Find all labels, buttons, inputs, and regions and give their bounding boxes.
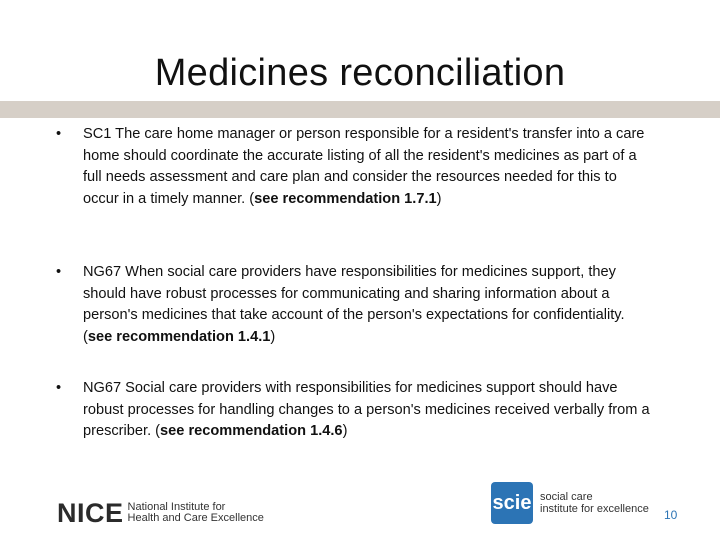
- bullet-dot: •: [56, 380, 62, 396]
- recommendation-ref: see recommendation 1.4.6: [160, 423, 343, 439]
- bullet-item: [56, 124, 656, 210]
- bullet-tail: ): [342, 423, 348, 439]
- bullet-tail: ): [436, 190, 442, 207]
- bullet-tail: ): [270, 328, 276, 345]
- recommendation-ref: see recommendation 1.7.1: [254, 190, 437, 207]
- page-number: 10: [664, 508, 678, 522]
- bullet-text: NG67 Social care providers with responsibilities for medicines support should have robust processes for handling changes to a person's medicines received verbally from a prescriber. (: [83, 380, 650, 439]
- bullet-text: NG67 When social care providers have responsibilities for medicines support, they should have robust processes for communicating and sharing information about a person's medicines that take account of the person's expectations for confidentiality. (: [83, 264, 625, 345]
- nice-line-1: National Institute for: [127, 501, 226, 513]
- nice-subtitle: [128, 502, 264, 524]
- bullet-dot: •: [56, 126, 62, 142]
- slide-title: Medicines reconciliation: [154, 52, 566, 94]
- scie-badge: scie: [491, 482, 533, 524]
- nice-logo: [57, 500, 264, 526]
- nice-line-2: Health and Care Excellence: [127, 512, 264, 524]
- title-divider: [0, 101, 720, 118]
- bullet-item: [56, 378, 656, 443]
- bullet-text: SC1 The care home manager or person responsible for a resident's transfer into a care home should coordinate the accurate listing of all the resident's medicines as part of a full needs assessment and care plan and consider the resources needed for this to occur in a timely manner. (: [83, 126, 645, 207]
- scie-line-1: social care: [540, 491, 593, 503]
- scie-subtitle: [540, 491, 649, 515]
- bullet-dot: •: [56, 264, 62, 280]
- bullet-item: [56, 262, 656, 348]
- scie-line-2: institute for excellence: [540, 503, 649, 515]
- scie-logo: [491, 482, 649, 524]
- recommendation-ref: see recommendation 1.4.1: [87, 328, 271, 345]
- nice-wordmark: NICE: [57, 498, 124, 528]
